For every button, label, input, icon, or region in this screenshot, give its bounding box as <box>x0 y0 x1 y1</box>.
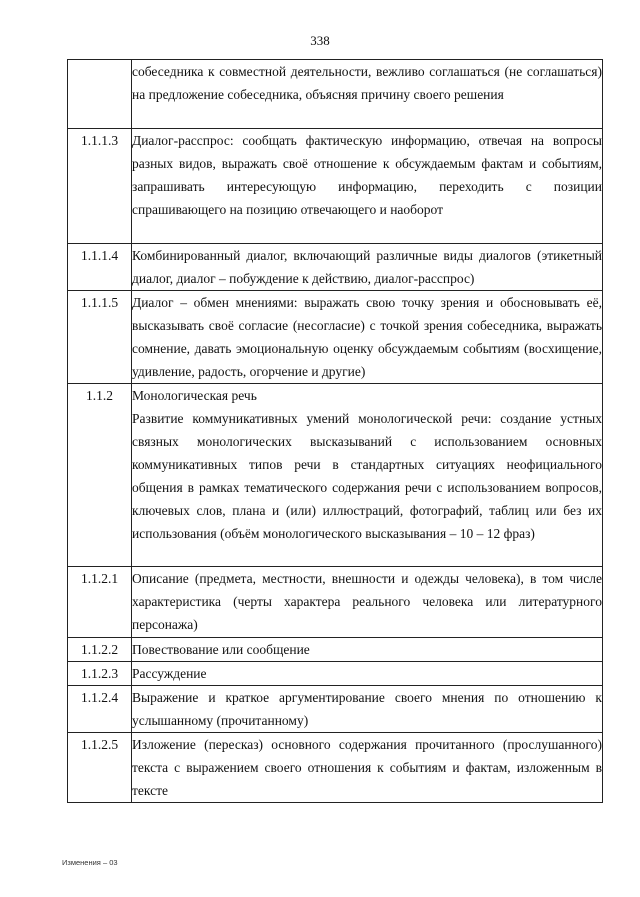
section-heading-text: Описание (предмета, местности, внешности и одежды человека), в том числе характеристика (черты характера реального человека или литературного персонажа) <box>132 571 602 632</box>
section-heading-text: Изложение (пересказ) основного содержания прочитанного (прослушанного) текста с выражением своего отношения к событиям и фактам, изложенным в тексте <box>132 737 602 798</box>
section-number: 1.1.1.5 <box>68 291 132 384</box>
page-number: 338 <box>310 33 330 48</box>
table-row <box>68 662 603 686</box>
section-text <box>132 662 603 686</box>
table-row <box>68 638 603 662</box>
content-table <box>67 59 603 803</box>
section-text <box>132 384 603 567</box>
table-row <box>68 244 603 291</box>
section-heading-text: Выражение и краткое аргументирование своего мнения по отношению к услышанному (прочитанному) <box>132 690 602 728</box>
table-row <box>68 567 603 638</box>
section-text <box>132 733 603 803</box>
table-row <box>68 686 603 733</box>
footer-note: Изменения – 03 <box>62 858 118 867</box>
section-paragraph: Развитие коммуникативных умений монологической речи: создание устных связных монологических высказываний с использованием основных коммуникативных типов речи в стандартных ситуациях неофициального общения в рамках тематического содержания речи с использованием вопросов, ключевых слов, плана и (или) иллюстраций, фотографий, таблиц или без их использования (объём монологического высказывания – 10 – 12 фраз) <box>132 411 602 541</box>
section-text <box>132 60 603 129</box>
section-text <box>132 244 603 291</box>
table-row <box>68 60 603 129</box>
section-heading-text: Повествование или сообщение <box>132 642 310 657</box>
section-text <box>132 638 603 662</box>
table-row <box>68 733 603 803</box>
section-number: 1.1.2.2 <box>68 638 132 662</box>
section-number: 1.1.1.3 <box>68 129 132 244</box>
table-row <box>68 129 603 244</box>
section-number: 1.1.2.1 <box>68 567 132 638</box>
section-number <box>68 60 132 129</box>
section-number: 1.1.1.4 <box>68 244 132 291</box>
section-number: 1.1.2.4 <box>68 686 132 733</box>
section-text <box>132 129 603 244</box>
section-number: 1.1.2.3 <box>68 662 132 686</box>
section-heading-text: Комбинированный диалог, включающий различные виды диалогов (этикетный диалог, диалог – побуждение к действию, диалог-расспрос) <box>132 248 602 286</box>
section-text <box>132 686 603 733</box>
section-number: 1.1.2 <box>68 384 132 567</box>
table-row <box>68 384 603 567</box>
section-number: 1.1.2.5 <box>68 733 132 803</box>
section-heading-text: Монологическая речь <box>132 388 257 403</box>
section-heading-text: собеседника к совместной деятельности, вежливо соглашаться (не соглашаться) на предложение собеседника, объясняя причину своего решения <box>132 64 602 102</box>
section-heading-text: Диалог – обмен мнениями: выражать свою точку зрения и обосновывать её, высказывать своё согласие (несогласие) с точкой зрения собеседника, выражать сомнение, давать эмоциональную оценку обсуждаемым событиям (восхищение, удивление, радость, огорчение и другие) <box>132 295 602 379</box>
section-text <box>132 567 603 638</box>
section-text <box>132 291 603 384</box>
table-row <box>68 291 603 384</box>
section-heading-text: Рассуждение <box>132 666 207 681</box>
section-heading-text: Диалог-расспрос: сообщать фактическую информацию, отвечая на вопросы разных видов, выражать своё отношение к обсуждаемым фактам и событиям, запрашивать интересующую информацию, переходить с позиции спрашивающего на позицию отвечающего и наоборот <box>132 133 602 217</box>
